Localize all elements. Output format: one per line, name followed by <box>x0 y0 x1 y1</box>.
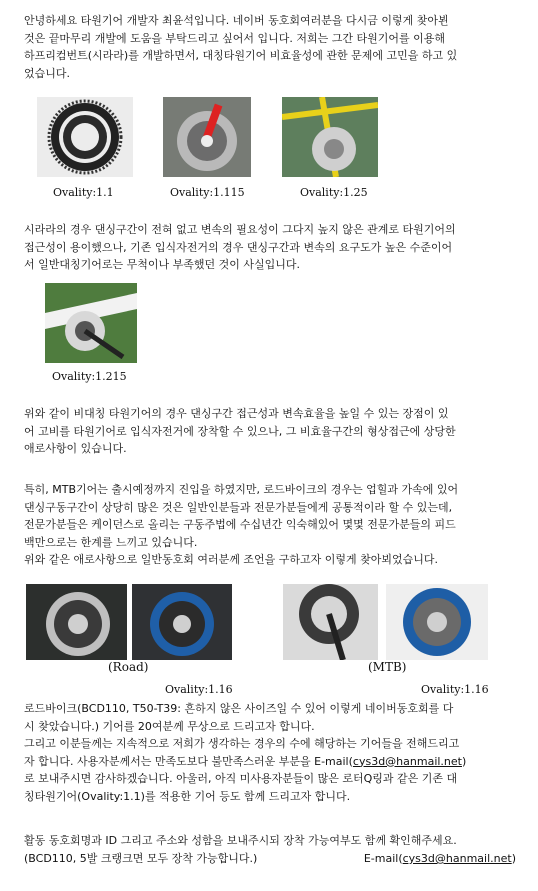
crankset-photo-2 <box>282 97 378 177</box>
text-line: 댄싱구동구간이 상당히 많은 것은 일반인분들과 전문가분들에게 공통적이라 할 수 있는데, <box>24 500 453 514</box>
paragraph-5 <box>24 700 516 805</box>
intro-paragraph <box>24 12 516 82</box>
ovality-caption: Ovality:1.1 <box>53 186 114 199</box>
text-line: 안녕하세요 타원기어 개발자 최윤석입니다. 네이버 동호회여러분을 다시금 이렇게 찾아뵌 <box>24 14 449 27</box>
email-line <box>364 850 516 868</box>
road-gear-photo-2 <box>132 584 232 660</box>
text-line <box>24 753 516 771</box>
text-line: 전문가분들은 케이던스로 올리는 구동주법에 수십년간 익숙해있어 몇몇 전문가분들의 피드 <box>24 518 456 531</box>
ovality-caption: Ovality:1.25 <box>300 186 368 199</box>
road-gear-photo-1 <box>26 584 127 660</box>
text-line: 특히, MTB기어는 출시예정까지 진입을 하였지만, 로드바이크의 경우는 업힐과 가속에 있어 <box>24 483 459 496</box>
text-line: 어 고비를 타원기어로 입식자전거에 장착할 수 있으나, 그 비효율구간의 형상접근에 상당한 <box>24 424 456 438</box>
text-segment: ) <box>461 754 467 768</box>
road-ovality-caption: Ovality:1.16 <box>165 683 233 696</box>
paragraph-7 <box>24 850 516 868</box>
mtb-gear-photo-1 <box>283 584 378 660</box>
text-line: 로드바이크(BCD110, T50-T39: 흔하지 않은 사이즈일 수 있어 이렇게 네이버동호회를 다 <box>24 702 454 715</box>
text-line: 활동 동호회명과 ID 그리고 주소와 성함을 보내주시되 장착 가능여부도 함께 확인해주세요. <box>24 834 457 847</box>
text-line: 위와 같은 애로사항으로 일반동호회 여러분께 조언을 구하고자 이렇게 찾아뵈었습니다. <box>24 553 439 566</box>
email-link[interactable]: cys3d@hanmail.net <box>402 852 512 865</box>
text-line: (BCD110, 5발 크랭크면 모두 장착 가능합니다.) <box>24 852 258 865</box>
text-line: 위와 같이 비대칭 타원기어의 경우 댄싱구간 접근성과 변속효율을 높일 수 있는 장점이 있 <box>24 407 449 420</box>
text-line: 로 보내주시면 감사하겠습니다. 아울러, 아직 미사용자분들이 많은 로터Q링과 같은 기존 대 <box>24 772 458 785</box>
bike-crank-photo <box>45 283 137 363</box>
text-line: 하프리컴번트(시라라)를 개발하면서, 대칭타원기어 비효율성에 관한 문제에 고민을 하고 있 <box>24 49 458 62</box>
text-line: 칭타원기어(Ovality:1.1)를 적용한 기어 등도 함께 드리고자 합니다. <box>24 789 351 803</box>
text-line: 시라라의 경우 댄싱구간이 전혀 없고 변속의 필요성이 그다지 높지 않은 관계로 타원기어의 <box>24 223 456 236</box>
paragraph-4 <box>24 481 516 569</box>
text-line: 었습니다. <box>24 66 71 80</box>
text-segment: 자 합니다. 사용자분께서는 만족도보다 불만족스러운 부분을 E-mail( <box>24 754 353 768</box>
text-line: 것은 끝마무리 개발에 도움을 부탁드리고 싶어서 입니다. 저희는 그간 타원기어를 이용해 <box>24 31 445 45</box>
text-line: 백만으로는 한계를 느끼고 있습니다. <box>24 535 198 549</box>
text-segment: E-mail( <box>363 852 403 865</box>
crankset-photo-1 <box>163 97 251 177</box>
email-link[interactable]: cys3d@hanmail.net <box>352 754 462 768</box>
paragraph-6 <box>24 832 516 850</box>
text-line: 서 일반대칭기어로는 무척이나 부족했던 것이 사실입니다. <box>24 258 301 271</box>
paragraph-3 <box>24 405 516 458</box>
text-line: 접근성이 용이했으나, 기존 입식자전거의 경우 댄싱구간과 변속의 요구도가 높은 수준이어 <box>24 240 453 254</box>
text-line: 그리고 이분들께는 지속적으로 저희가 생각하는 경우의 수에 해당하는 기어들을 전해드리고 <box>24 737 460 750</box>
ovality-caption: Ovality:1.215 <box>52 370 127 383</box>
text-line: 애로사항이 있습니다. <box>24 442 127 455</box>
mtb-ovality-caption: Ovality:1.16 <box>421 683 489 696</box>
chainring-photo-1 <box>37 97 133 177</box>
mtb-gear-photo-2 <box>386 584 488 660</box>
ovality-caption: Ovality:1.115 <box>170 186 245 199</box>
text-line: 시 찾았습니다.) 기어를 20여분께 무상으로 드리고자 합니다. <box>24 719 315 733</box>
mtb-label: (MTB) <box>368 660 407 674</box>
text-segment: ) <box>511 852 516 865</box>
paragraph-2 <box>24 221 516 274</box>
road-label: (Road) <box>108 660 149 674</box>
